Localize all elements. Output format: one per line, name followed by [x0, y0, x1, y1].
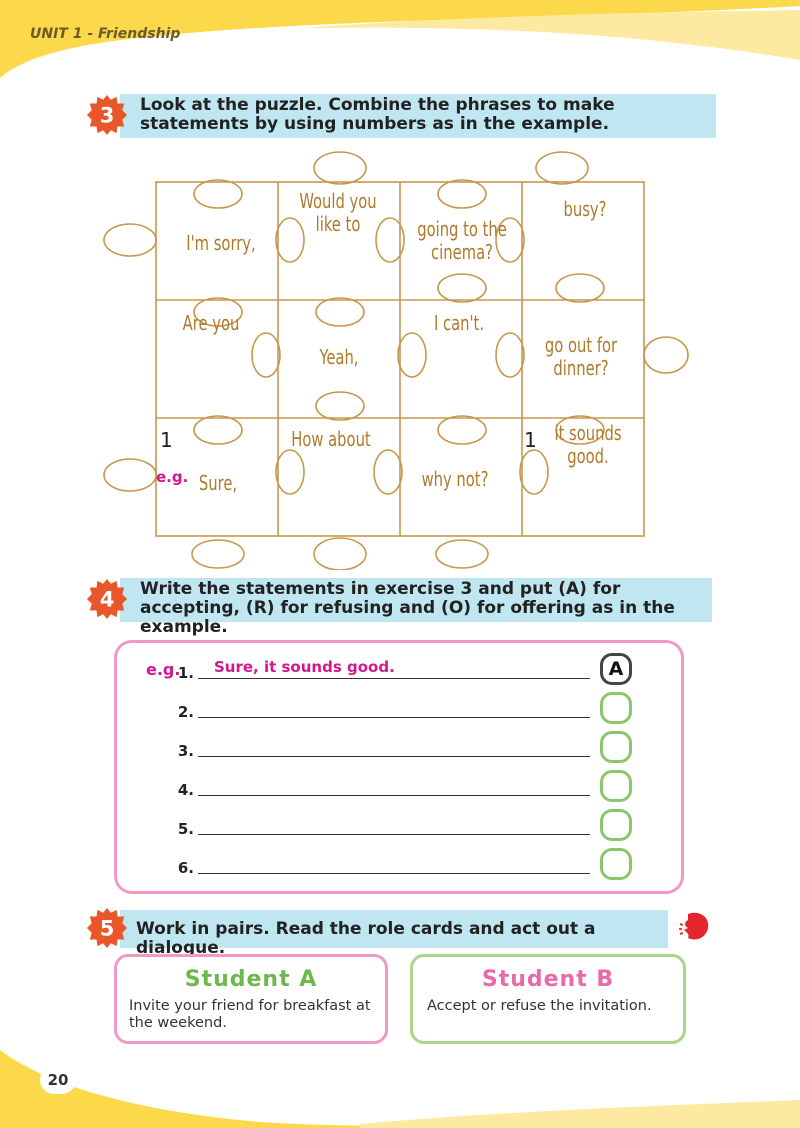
page-number: 20 [40, 1066, 76, 1094]
example-answer: Sure, it sounds good. [214, 658, 395, 676]
row-number: 5. [177, 820, 194, 838]
puzzle-number: 1 [524, 428, 537, 452]
mark-box[interactable] [600, 731, 632, 763]
answer-line[interactable] [198, 834, 590, 835]
puzzle-number: 1 [160, 428, 173, 452]
puzzle-piece: go out for dinner? [544, 333, 618, 380]
card-body: Accept or refuse the invitation. [427, 998, 652, 1014]
row-number: 2. [177, 703, 194, 721]
exercise-3-badge [86, 94, 128, 136]
mark-box: A [600, 653, 632, 685]
role-card-student-a [114, 954, 388, 1044]
answer-line[interactable] [198, 717, 590, 718]
answer-line[interactable] [198, 678, 590, 679]
puzzle-piece: going to the cinema? [417, 217, 507, 264]
card-title: Student B [481, 967, 615, 992]
example-marker: e.g. [156, 468, 189, 486]
puzzle-piece: it sounds good. [554, 421, 622, 468]
mark-box[interactable] [600, 692, 632, 724]
footer-swoosh [0, 1040, 800, 1128]
row-number: 1. [177, 664, 194, 682]
card-body: Invite your friend for breakfast at the weekend. [129, 998, 371, 1031]
puzzle-piece: busy? [563, 197, 607, 221]
card-title: Student A [184, 967, 318, 992]
puzzle-piece: Would you like to [299, 189, 377, 236]
puzzle-piece: How about [291, 427, 371, 451]
role-card-student-b [410, 954, 686, 1044]
puzzle-piece: why not? [421, 467, 489, 491]
answer-line[interactable] [198, 795, 590, 796]
exercise-4-instruction: Write the statements in exercise 3 and put (A) for accepting, (R) for refusing and (O) for offering as in the example. [140, 579, 675, 637]
svg-text:4: 4 [99, 587, 115, 612]
puzzle-piece: I'm sorry, [186, 231, 256, 255]
svg-text:5: 5 [99, 916, 115, 941]
row-number: 6. [177, 859, 194, 877]
exercise-4-badge [86, 578, 128, 620]
puzzle-piece: Are you [182, 311, 240, 335]
answer-line[interactable] [198, 873, 590, 874]
mark-box[interactable] [600, 770, 632, 802]
exercise-5-badge [86, 907, 128, 949]
svg-text:3: 3 [99, 103, 115, 128]
puzzle-piece: Yeah, [319, 345, 359, 369]
mark-box[interactable] [600, 809, 632, 841]
puzzle-piece: Sure, [198, 471, 238, 495]
row-number: 3. [177, 742, 194, 760]
unit-label: UNIT 1 - Friendship [30, 26, 181, 42]
speaking-icon [676, 908, 712, 944]
example-marker: e.g. [146, 660, 181, 679]
answer-line[interactable] [198, 756, 590, 757]
mark-box[interactable] [600, 848, 632, 880]
exercise-5-instruction: Work in pairs. Read the role cards and act out a dialogue. [136, 919, 596, 958]
puzzle-piece: I can't. [433, 311, 485, 335]
row-number: 4. [177, 781, 194, 799]
header-swoosh [0, 0, 800, 90]
exercise-3-instruction: Look at the puzzle. Combine the phrases to make statements by using numbers as in the example. [140, 95, 615, 134]
